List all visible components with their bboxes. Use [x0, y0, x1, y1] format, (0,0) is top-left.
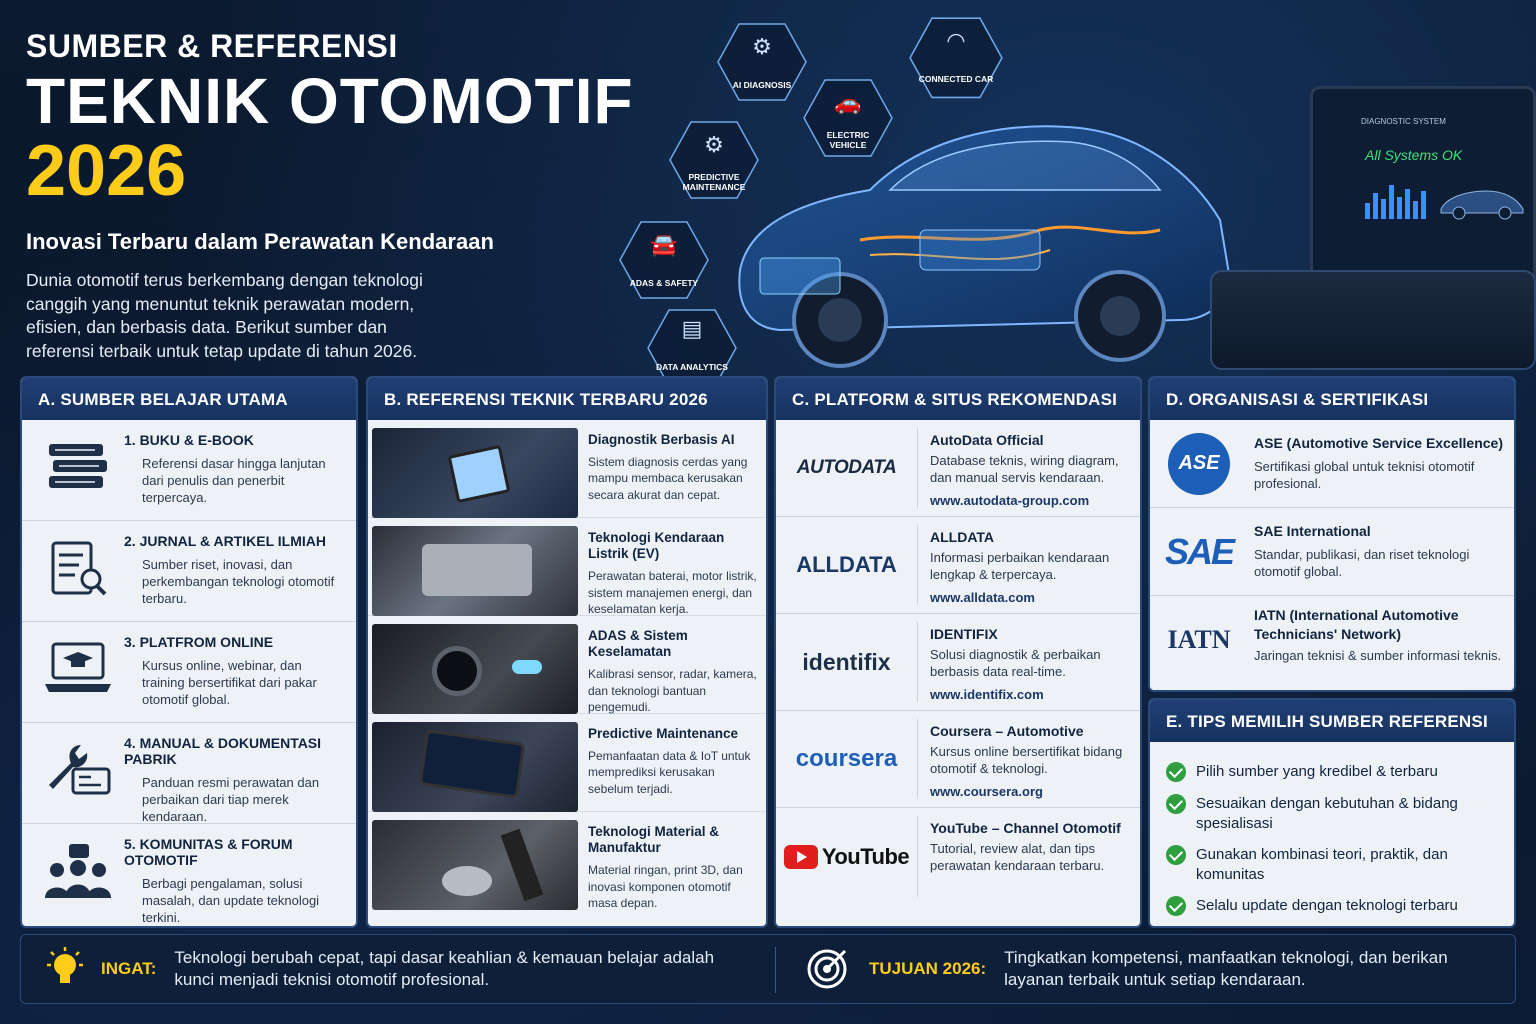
section-b — [366, 376, 768, 928]
item-desc: Pemanfaatan data & IoT untuk memprediksi kerusakan sebelum terjadi. — [588, 749, 751, 796]
hero-year: 2026 — [26, 131, 187, 211]
tip-item: Pilih sumber yang kredibel & terbaru — [1166, 762, 1498, 782]
sae-logo: SAE — [1164, 530, 1234, 572]
tablet-car-icon — [1437, 181, 1527, 221]
hex-label: CONNECTED CAR — [918, 73, 994, 84]
item-title: ALLDATA — [930, 529, 995, 545]
item-desc: Kursus online, webinar, dan training bersertifikat dari pakar otomotif global. — [142, 658, 317, 707]
item-desc: Referensi dasar hingga lanjutan dari penulis dan penerbit terpercaya. — [142, 456, 326, 505]
list-item — [776, 420, 1140, 517]
section-d-title: D. ORGANISASI & SERTIFIKASI — [1150, 378, 1514, 420]
car-icon: 🚗 — [834, 90, 862, 115]
section-c-title: C. PLATFORM & SITUS REKOMENDASI — [776, 378, 1140, 420]
section-a-title: A. SUMBER BELAJAR UTAMA — [22, 378, 356, 420]
item-title: IATN (International Automotive Technicians' Network) — [1254, 607, 1459, 642]
list-item — [1150, 508, 1514, 596]
item-title: Diagnostik Berbasis AI — [588, 432, 735, 447]
hero — [26, 28, 726, 364]
list-item — [776, 614, 1140, 711]
section-e-title: E. TIPS MEMILIH SUMBER REFERENSI — [1150, 700, 1514, 742]
check-icon — [1166, 845, 1186, 865]
item-desc: Sertifikasi global untuk teknisi otomotif profesional. — [1254, 458, 1475, 491]
item-desc: Panduan resmi perawatan dan perbaikan dari tiap merek kendaraan. — [142, 775, 320, 824]
item-link[interactable]: www.coursera.org — [930, 783, 1043, 799]
list-item — [22, 723, 356, 824]
item-desc: Material ringan, print 3D, dan inovasi komponen otomotif masa depan. — [588, 863, 743, 910]
youtube-logo: YouTube — [776, 816, 918, 897]
item-desc: Database teknis, wiring diagram, dan manual servis kendaraan. — [930, 453, 1119, 485]
list-item — [776, 711, 1140, 808]
section-a — [20, 376, 358, 928]
item-desc: Perawatan baterai, motor listrik, sistem manajemen energi, dan keselamatan kerja. — [588, 569, 757, 616]
check-icon — [1166, 896, 1186, 916]
tip-item: Sesuaikan dengan kebutuhan & bidang spesialisasi — [1166, 794, 1498, 833]
item-desc: Solusi diagnostik & perbaikan berbasis data real-time. — [930, 647, 1101, 679]
item-title: SAE International — [1254, 523, 1371, 539]
ev-battery-photo — [372, 526, 578, 616]
diagnostic-tablet — [1310, 86, 1536, 286]
tip-item: Gunakan kombinasi teori, praktik, dan komunitas — [1166, 845, 1498, 884]
diagnostic-kit-case — [1210, 270, 1536, 370]
hex-label: PREDICTIVE MAINTENANCE — [682, 172, 746, 192]
hex-label: DATA ANALYTICS — [656, 361, 728, 372]
item-title: ADAS & Sistem Keselamatan — [588, 628, 688, 660]
item-title: 4. MANUAL & DOKUMENTASI PABRIK — [124, 735, 322, 767]
hero-kicker: SUMBER & REFERENSI — [26, 28, 398, 64]
remember-label: INGAT: — [101, 959, 157, 979]
gear-icon: ⚙ — [704, 132, 724, 157]
item-title: Teknologi Material & Manufaktur — [588, 824, 720, 856]
item-desc: Standar, publikasi, dan riset teknologi otomotif global. — [1254, 546, 1470, 579]
item-title: ASE (Automotive Service Excellence) — [1254, 435, 1503, 451]
item-desc: Sistem diagnosis cerdas yang mampu membaca kerusakan secara akurat dan cepat. — [588, 455, 748, 502]
adas-camera-photo — [372, 624, 578, 714]
wifi-icon: ◠ — [946, 28, 966, 53]
check-icon — [1166, 762, 1186, 782]
ai-diagnosis-icon: ⚙ — [752, 34, 772, 59]
hero-subtitle: Inovasi Terbaru dalam Perawatan Kendaraan — [26, 229, 494, 254]
goal-label: TUJUAN 2026: — [869, 959, 987, 979]
lightbulb-icon — [45, 947, 85, 991]
footer-divider — [775, 947, 776, 993]
document-chart-icon: ▤ — [681, 316, 703, 341]
identifix-logo: identifix — [776, 622, 918, 702]
item-link[interactable]: www.alldata.com — [930, 589, 1035, 605]
hero-title: TEKNIK OTOMOTIF — [26, 65, 634, 137]
item-desc: Kalibrasi sensor, radar, kamera, dan teknologi bantuan pengemudi. — [588, 667, 757, 714]
item-desc: Kursus online bersertifikat bidang otomotif & teknologi. — [930, 744, 1123, 776]
hex-adas-safety — [618, 218, 710, 302]
list-item — [22, 420, 356, 521]
predictive-tablet-photo — [372, 722, 578, 812]
autodata-logo: AUTODATA — [776, 428, 918, 508]
item-desc: Jaringan teknisi & sumber informasi teknis. — [1254, 647, 1502, 663]
item-title: AutoData Official — [930, 432, 1044, 448]
item-desc: Informasi perbaikan kendaraan lengkap & terpercaya. — [930, 550, 1110, 582]
list-item — [22, 622, 356, 723]
item-title: Predictive Maintenance — [588, 726, 739, 741]
car-front-icon: 🚘 — [650, 232, 678, 257]
list-item — [1150, 596, 1514, 684]
item-title: IDENTIFIX — [930, 626, 998, 642]
item-title: 2. JURNAL & ARTIKEL ILMIAH — [124, 533, 326, 549]
list-item — [368, 420, 766, 518]
remember-message: Teknologi berubah cepat, tapi dasar keahlian & kemauan belajar adalah kunci menjadi teknisi otomotif profesional. — [174, 948, 715, 990]
hex-label: ADAS & SAFETY — [629, 277, 699, 288]
ai-diagnostic-photo — [372, 428, 578, 518]
item-title: 3. PLATFROM ONLINE — [124, 634, 274, 650]
tip-item: Selalu update dengan teknologi terbaru — [1166, 896, 1498, 916]
list-item — [776, 517, 1140, 614]
tablet-bar-graphic — [1363, 179, 1433, 219]
item-title: 1. BUKU & E-BOOK — [124, 432, 254, 448]
list-item — [368, 518, 766, 616]
item-title: Coursera – Automotive — [930, 723, 1084, 739]
hex-label: ELECTRIC VEHICLE — [826, 130, 870, 150]
list-item — [368, 812, 766, 910]
section-e — [1148, 698, 1516, 928]
wrench-manual-icon — [38, 735, 118, 813]
community-icon — [38, 836, 118, 915]
item-link[interactable]: www.autodata-group.com — [930, 492, 1090, 508]
books-icon — [38, 432, 118, 510]
hex-label: AI DIAGNOSIS — [732, 79, 792, 90]
tablet-status: All Systems OK — [1365, 147, 1463, 163]
list-item — [368, 714, 766, 812]
list-item — [1150, 420, 1514, 508]
section-d — [1148, 376, 1516, 692]
item-link[interactable]: www.identifix.com — [930, 686, 1044, 702]
list-item — [22, 521, 356, 622]
alldata-logo: ALLDATA — [776, 525, 918, 605]
list-item — [368, 616, 766, 714]
article-search-icon — [38, 533, 118, 611]
list-item — [776, 808, 1140, 905]
list-item — [22, 824, 356, 925]
item-desc: Tutorial, review alat, dan tips perawatan kendaraan terbaru. — [930, 841, 1105, 873]
section-b-title: B. REFERENSI TEKNIK TERBARU 2026 — [368, 378, 766, 420]
youtube-play-icon — [784, 845, 818, 869]
hero-description: Dunia otomotif terus berkembang dengan teknologi canggih yang menuntut teknik perawatan modern, efisien, dan berbasis data. Berikut sumber dan referensi terbaik untuk tetap update di tahun 2026. — [26, 270, 423, 361]
item-title: YouTube – Channel Otomotif — [930, 820, 1121, 836]
section-c — [774, 376, 1142, 928]
item-desc: Sumber riset, inovasi, dan perkembangan teknologi otomotif terbaru. — [142, 557, 335, 606]
manufacturing-robot-photo — [372, 820, 578, 910]
target-icon — [805, 947, 849, 991]
iatn-logo: IATN — [1167, 625, 1231, 654]
laptop-graduation-icon — [38, 634, 118, 712]
footer-banner — [20, 934, 1516, 1004]
item-title: Teknologi Kendaraan Listrik (EV) — [588, 530, 725, 562]
ase-logo: ASE — [1150, 420, 1248, 507]
check-icon — [1166, 794, 1186, 814]
item-title: 5. KOMUNITAS & FORUM OTOMOTIF — [124, 836, 293, 868]
item-desc: Berbagi pengalaman, solusi masalah, dan update teknologi terkini. — [142, 876, 320, 925]
xray-car-illustration — [720, 80, 1240, 380]
coursera-logo: coursera — [776, 719, 918, 799]
goal-message: Tingkatkan kompetensi, manfaatkan teknologi, dan berikan layanan terbaik untuk setiap kendaraan. — [1004, 948, 1448, 990]
tablet-title: DIAGNOSTIC SYSTEM — [1361, 117, 1446, 126]
